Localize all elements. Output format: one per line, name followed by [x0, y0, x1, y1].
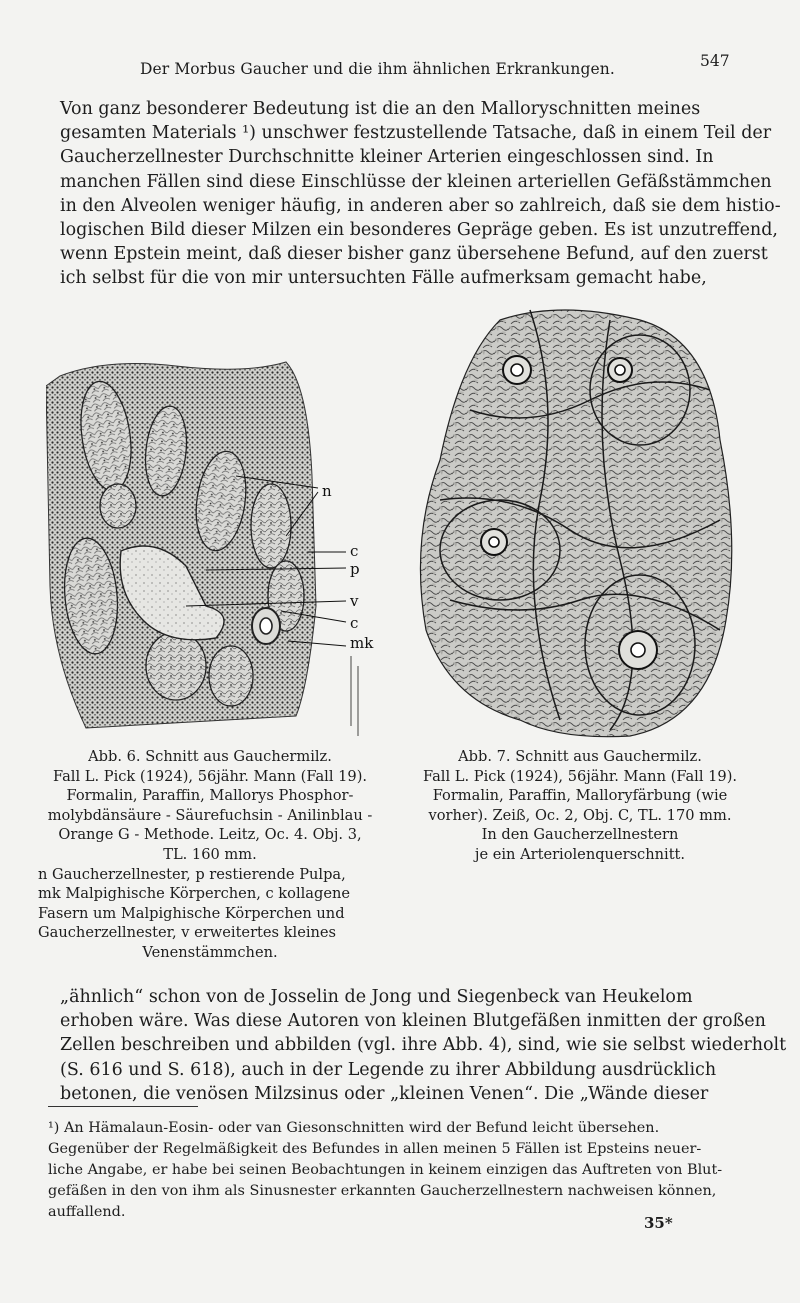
label-n: n [322, 482, 332, 500]
caption-line: Fall L. Pick (1924), 56jähr. Mann (Fall 19). [52, 767, 368, 785]
legend-line: Venenstämmchen. [142, 943, 278, 961]
caption-line: molybdänsäure - Säurefuchsin - Anilinblau - [47, 806, 373, 824]
label-c: c [350, 542, 359, 560]
label-p: p [350, 560, 360, 578]
caption-line: Formalin, Paraffin, Malloryfärbung (wie [432, 787, 728, 805]
caption-line: Orange G - Methode. Leitz, Oc. 4. Obj. 3, [58, 826, 362, 844]
running-title: Der Morbus Gaucher und die ihm ähnlichen Erkrankungen. [140, 60, 615, 78]
legend-line: Fasern um Malpighische Körperchen und [38, 904, 345, 922]
caption-line: Abb. 7. Schnitt aus Gauchermilz. [458, 748, 702, 765]
text-line: Von ganz besonderer Bedeutung ist die an den Malloryschnitten meines [60, 99, 701, 119]
caption-line: vorher). Zeiß, Oc. 2, Obj. C, TL. 170 mm. [428, 806, 732, 824]
spleen-section-drawing-7 [410, 300, 744, 740]
footnote-rule [48, 1106, 198, 1107]
text-line: betonen, die venösen Milzsinus oder „kleinen Venen“. Die „Wände dieser [60, 1083, 709, 1104]
footnote-line: Gegenüber der Regelmäßigkeit des Befundes in allen meinen 5 Fällen ist Epsteins neuer- [48, 1141, 702, 1157]
text-line: „ähnlich“ schon von de Josselin de Jong und Siegenbeck van Heukelom [60, 987, 693, 1007]
text-line: Zellen beschreiben und abbilden (vgl. ihre Abb. 4), sind, wie sie selbst wiederholt [60, 1035, 787, 1056]
body-paragraph-top [60, 97, 781, 291]
legend-line: Gaucherzellnester, v erweitertes kleines [38, 924, 337, 942]
caption-line: Abb. 6. Schnitt aus Gauchermilz. [88, 748, 332, 765]
legend-line: n Gaucherzellnester, p restierende Pulpa, [38, 865, 346, 883]
running-head [0, 48, 800, 78]
text-line: manchen Fällen sind diese Einschlüsse der kleinen arteriellen Gefäßstämmchen [60, 171, 772, 192]
spleen-section-drawing-6 [46, 356, 380, 742]
legend-line: mk Malpighische Körperchen, c kollagene [38, 885, 350, 903]
footnote [48, 1118, 748, 1223]
label-mk: mk [350, 634, 374, 652]
text-line: erhoben wäre. Was diese Autoren von kleinen Blutgefäßen inmitten der großen [60, 1011, 766, 1032]
text-line: logischen Bild dieser Milzen ein besonderes Gepräge geben. Es ist unzutreffend, [60, 220, 778, 241]
figure-7-micrograph [410, 300, 744, 740]
footnote-line: auffallend. [48, 1204, 126, 1220]
footnote-line: liche Angabe, er habe bei seinen Beobachtungen in keinem einzigen das Auftreten von Blut- [48, 1162, 723, 1178]
text-line: Gaucherzellnester Durchschnitte kleiner Arterien eingeschlossen sind. In [60, 147, 714, 168]
text-line: in den Alveolen weniger häufig, in anderen aber so zahlreich, daß sie dem histio- [60, 195, 781, 216]
label-v: v [350, 592, 359, 610]
text-line: gesamten Materials ¹) unschwer festzustellende Tatsache, daß in einem Teil der [60, 123, 772, 144]
caption-line: Formalin, Paraffin, Mallorys Phosphor- [66, 787, 354, 805]
text-line: ich selbst für die von mir untersuchten Fälle aufmerksam gemacht habe, [60, 268, 707, 289]
figure-7-caption [404, 747, 756, 865]
sheet-signature: 35* [644, 1214, 673, 1232]
caption-line: TL. 160 mm. [163, 845, 257, 863]
footnote-line: ¹) An Hämalaun-Eosin- oder van Giesonschnitten wird der Befund leicht übersehen. [48, 1120, 660, 1136]
caption-line: Fall L. Pick (1924), 56jähr. Mann (Fall 19). [422, 767, 738, 785]
caption-line: In den Gaucherzellnestern [481, 826, 679, 844]
footnote-line: gefäßen in den von ihm als Sinusnester erkannten Gaucherzellnestern nachweisen können, [48, 1183, 717, 1199]
caption-line: je ein Arteriolenquerschnitt. [474, 845, 686, 863]
figure-6-caption [38, 747, 382, 963]
label-c: c [350, 614, 359, 632]
text-line: wenn Epstein meint, daß dieser bisher ganz übersehene Befund, auf den zuerst [60, 244, 768, 265]
figure-6-legend [38, 865, 382, 963]
body-paragraph-bottom [60, 985, 787, 1106]
text-line: (S. 616 und S. 618), auch in der Legende zu ihrer Abbildung ausdrücklich [60, 1059, 717, 1080]
figure-6-micrograph [46, 356, 380, 742]
page-number: 547 [700, 52, 730, 70]
